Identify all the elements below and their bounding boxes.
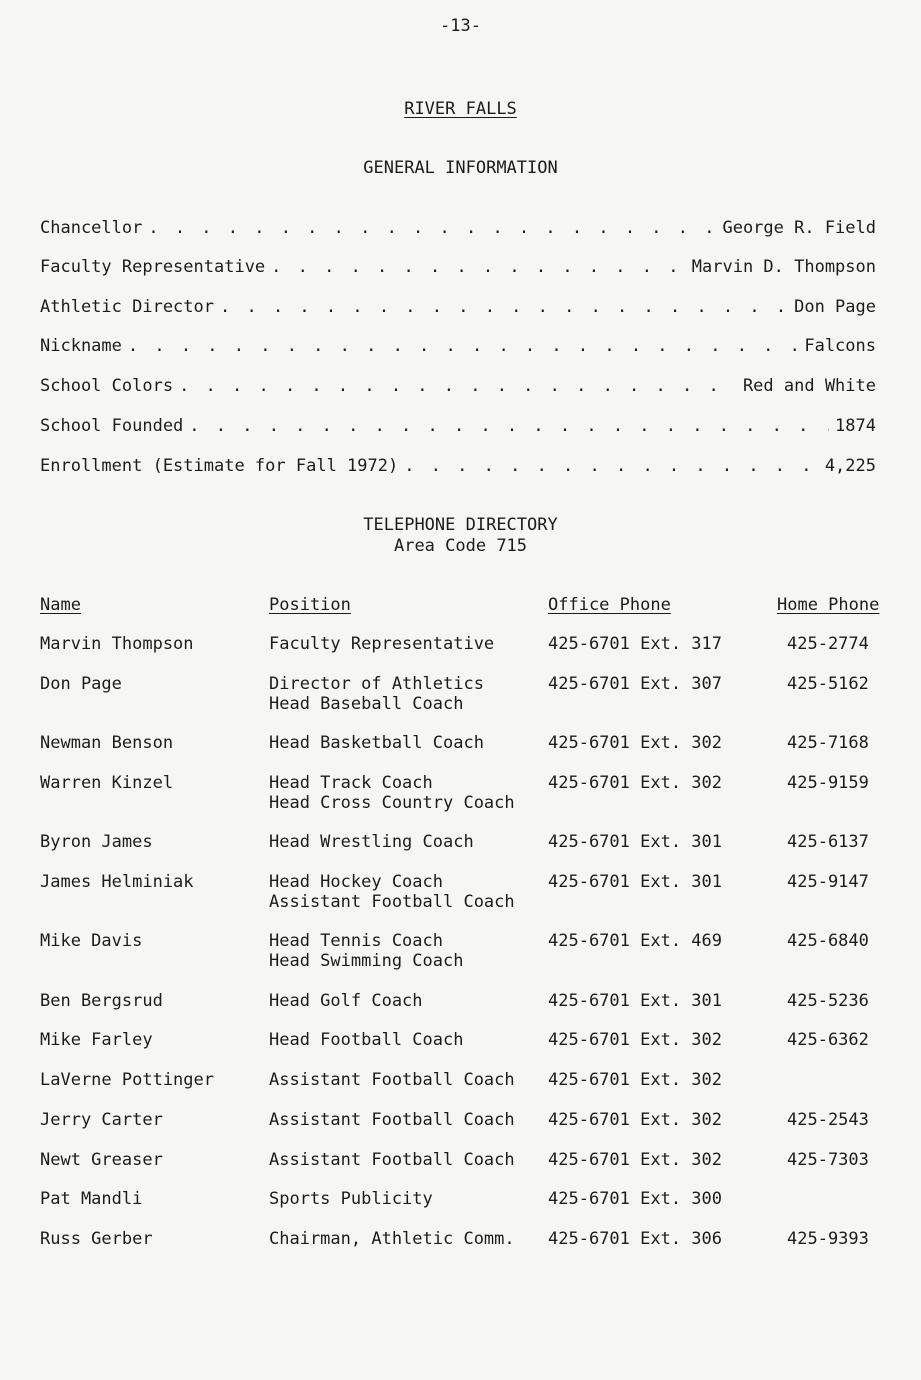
leader-dots: [271, 257, 686, 277]
position-line: Assistant Football Coach: [269, 1150, 515, 1170]
name-cell: Mike Davis: [40, 931, 143, 951]
info-row-chancellor: [40, 218, 876, 238]
info-value: Falcons: [804, 336, 876, 356]
info-value: 4,225: [824, 456, 876, 476]
school-title: [0, 99, 921, 119]
info-row-athletic-director: [40, 297, 876, 317]
info-label: School Founded: [40, 416, 184, 436]
position-cell: [269, 674, 484, 714]
page-number: -13-: [440, 16, 481, 36]
info-value: George R. Field: [722, 218, 876, 238]
name-cell: LaVerne Pottinger: [40, 1070, 214, 1090]
home-phone-cell: 425-7303: [787, 1150, 869, 1170]
position-line: Head Football Coach: [269, 1030, 464, 1050]
position-cell: [269, 1189, 433, 1209]
info-label: Chancellor: [40, 218, 143, 238]
home-phone-cell: 425-5162: [787, 674, 869, 694]
position-cell: [269, 1150, 515, 1170]
position-line: Assistant Football Coach: [269, 892, 515, 912]
info-value: 1874: [835, 416, 876, 436]
name-cell: Ben Bergsrud: [40, 991, 163, 1011]
position-cell: [269, 872, 515, 912]
name-cell: Russ Gerber: [40, 1229, 153, 1249]
position-line: Head Track Coach: [269, 773, 433, 793]
leader-dots: [148, 218, 716, 238]
home-phone-cell: 425-9393: [787, 1229, 869, 1249]
office-phone-cell: 425-6701 Ext. 307: [548, 674, 722, 694]
general-information-heading: GENERAL INFORMATION: [363, 158, 558, 178]
office-phone-cell: 425-6701 Ext. 302: [548, 1070, 722, 1090]
name-cell: Marvin Thompson: [40, 634, 194, 654]
position-cell: [269, 733, 484, 753]
office-phone-cell: 425-6701 Ext. 301: [548, 832, 722, 852]
name-cell: Warren Kinzel: [40, 773, 174, 793]
column-header-position: Position: [269, 595, 351, 615]
directory-title: TELEPHONE DIRECTORY: [363, 515, 558, 535]
home-phone-cell: 425-6840: [787, 931, 869, 951]
name-cell: Jerry Carter: [40, 1110, 163, 1130]
position-cell: [269, 931, 463, 971]
position-line: Head Wrestling Coach: [269, 832, 474, 852]
info-row-school-colors: [40, 376, 876, 396]
info-label: School Colors: [40, 376, 174, 396]
position-cell: [269, 1229, 515, 1249]
office-phone-cell: 425-6701 Ext. 302: [548, 1110, 722, 1130]
leader-dots: [179, 376, 737, 396]
telephone-directory-heading: [0, 515, 921, 557]
position-line: Assistant Football Coach: [269, 1070, 515, 1090]
info-row-school-founded: [40, 416, 876, 436]
name-cell: Newman Benson: [40, 733, 174, 753]
position-line: Faculty Representative: [269, 634, 495, 654]
info-row-enrollment: [40, 456, 876, 476]
office-phone-cell: 425-6701 Ext. 302: [548, 773, 722, 793]
name-cell: James Helminiak: [40, 872, 194, 892]
position-line: Head Basketball Coach: [269, 733, 484, 753]
info-value: Marvin D. Thompson: [691, 257, 876, 277]
office-phone-cell: 425-6701 Ext. 301: [548, 991, 722, 1011]
position-line: Director of Athletics: [269, 674, 484, 694]
office-phone-cell: 425-6701 Ext. 302: [548, 1150, 722, 1170]
area-code: Area Code 715: [393, 536, 528, 556]
info-value: Red and White: [742, 376, 876, 396]
name-cell: Don Page: [40, 674, 122, 694]
info-value: Don Page: [794, 297, 876, 317]
position-cell: [269, 634, 494, 654]
office-phone-cell: 425-6701 Ext. 301: [548, 872, 722, 892]
info-label: Athletic Director: [40, 297, 214, 317]
office-phone-cell: 425-6701 Ext. 302: [548, 1030, 722, 1050]
position-line: Sports Publicity: [269, 1189, 433, 1209]
office-phone-cell: 425-6701 Ext. 302: [548, 733, 722, 753]
name-cell: Byron James: [40, 832, 153, 852]
name-cell: Mike Farley: [40, 1030, 153, 1050]
position-line: Head Baseball Coach: [269, 694, 464, 714]
name-cell: Pat Mandli: [40, 1189, 143, 1209]
info-row-faculty-representative: [40, 257, 876, 277]
home-phone-cell: 425-9159: [787, 773, 869, 793]
office-phone-cell: 425-6701 Ext. 469: [548, 931, 722, 951]
school-title-text: RIVER FALLS: [404, 99, 517, 119]
leader-dots: [189, 416, 829, 436]
position-line: Head Hockey Coach: [269, 872, 443, 892]
position-line: Head Swimming Coach: [269, 951, 464, 971]
position-cell: [269, 773, 515, 813]
info-label: Nickname: [40, 336, 122, 356]
position-cell: [269, 1030, 463, 1050]
column-header-home-phone: Home Phone: [777, 595, 880, 615]
position-line: Head Tennis Coach: [269, 931, 443, 951]
office-phone-cell: 425-6701 Ext. 317: [548, 634, 722, 654]
home-phone-cell: 425-2774: [787, 634, 869, 654]
column-header-office-phone: Office Phone: [548, 595, 671, 615]
leader-dots: [220, 297, 788, 317]
position-cell: [269, 1070, 515, 1090]
info-label: Enrollment (Estimate for Fall 1972): [40, 456, 399, 476]
position-line: Assistant Football Coach: [269, 1110, 515, 1130]
leader-dots: [404, 456, 819, 476]
position-cell: [269, 832, 474, 852]
office-phone-cell: 425-6701 Ext. 306: [548, 1229, 722, 1249]
home-phone-cell: 425-5236: [787, 991, 869, 1011]
info-row-nickname: [40, 336, 876, 356]
position-line: Head Cross Country Coach: [269, 793, 515, 813]
leader-dots: [128, 336, 798, 356]
position-line: Head Golf Coach: [269, 991, 423, 1011]
office-phone-cell: 425-6701 Ext. 300: [548, 1189, 722, 1209]
home-phone-cell: 425-9147: [787, 872, 869, 892]
home-phone-cell: 425-7168: [787, 733, 869, 753]
position-cell: [269, 1110, 515, 1130]
column-header-name: Name: [40, 595, 81, 615]
name-cell: Newt Greaser: [40, 1150, 163, 1170]
info-label: Faculty Representative: [40, 257, 266, 277]
position-cell: [269, 991, 423, 1011]
home-phone-cell: 425-2543: [787, 1110, 869, 1130]
home-phone-cell: 425-6137: [787, 832, 869, 852]
position-line: Chairman, Athletic Comm.: [269, 1229, 515, 1249]
home-phone-cell: 425-6362: [787, 1030, 869, 1050]
